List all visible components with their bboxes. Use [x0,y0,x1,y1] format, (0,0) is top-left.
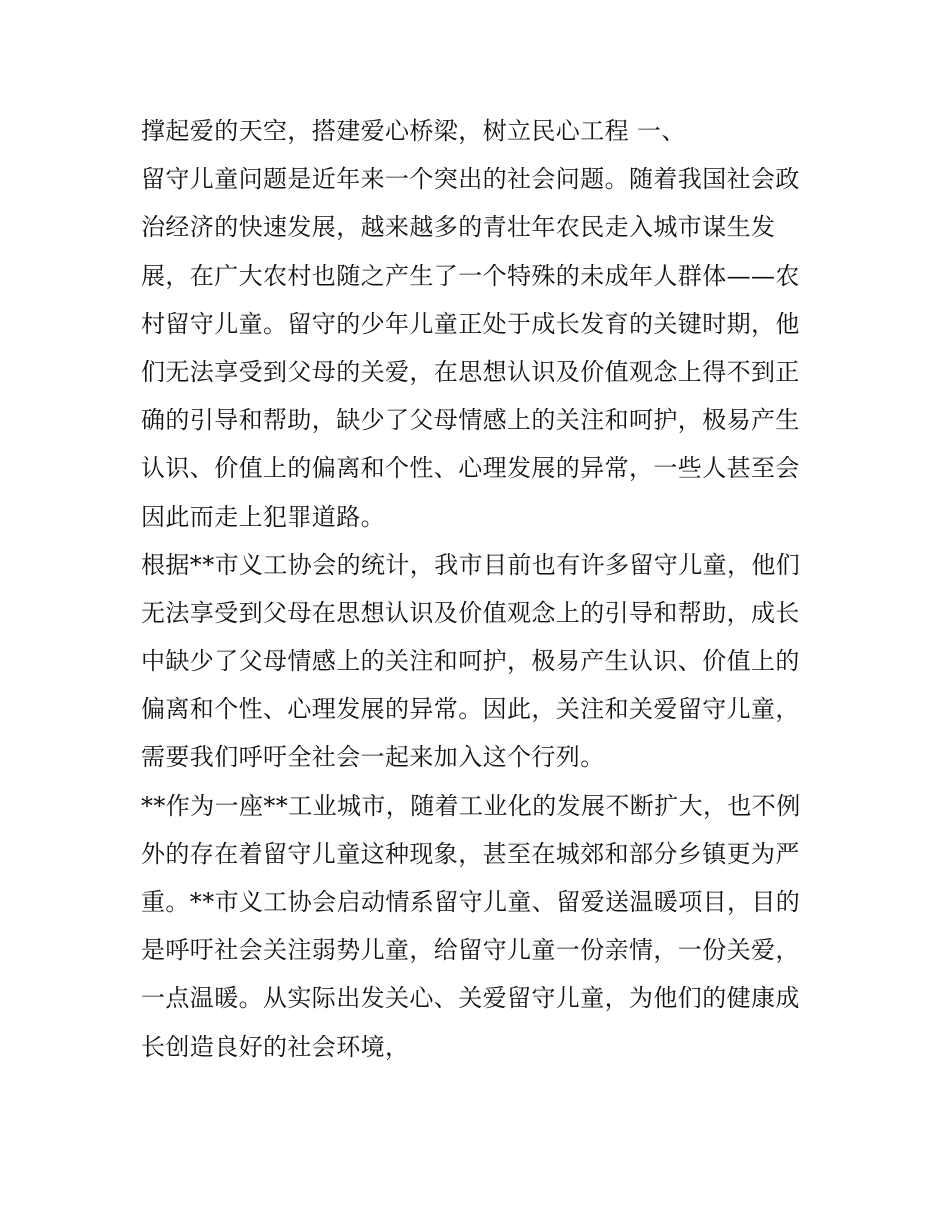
document-body [141,107,813,1071]
text-line: 确的引导和帮助，缺少了父母情感上的关注和呵护，极易产生 [141,406,800,435]
text-line: 撑起爱的天空，搭建爱心桥梁，树立民心工程 一、 [141,117,686,145]
text-line: 无法享受到父母在思想认识及价值观念上的引导和帮助，成长 [141,598,800,627]
text-line: 们无法享受到父母的关爱，在思想认识及价值观念上得不到正 [141,357,800,386]
text-line: 偏离和个性、心理发展的异常。因此，关注和关爱留守儿童， [141,695,800,724]
text-line: 留守儿童问题是近年来一个突出的社会问题。随着我国社会政 [141,165,800,194]
text-line: 治经济的快速发展，越来越多的青壮年农民走入城市谋生发 [141,213,776,242]
text-line: 根据**市义工协会的统计，我市目前也有许多留守儿童，他们 [141,550,801,579]
text-line: 展，在广大农村也随之产生了一个特殊的未成年人群体——农 [141,261,800,290]
text-line: 认识、价值上的偏离和个性、心理发展的异常，一些人甚至会 [141,454,800,483]
text-line: 是呼吁社会关注弱势儿童，给留守儿童一份亲情，一份关爱， [141,936,800,965]
text-line: 村留守儿童。留守的少年儿童正处于成长发育的关键时期，他 [141,309,800,338]
text-line: 长创造良好的社会环境， [141,1032,410,1061]
text-line: 中缺少了父母情感上的关注和呵护，极易产生认识、价值上的 [141,647,800,676]
text-line: 因此而走上犯罪道路。 [141,502,385,531]
text-line: 重。**市义工协会启动情系留守儿童、留爱送温暖项目，目的 [141,888,801,916]
text-line: 外的存在着留守儿童这种现象，甚至在城郊和部分乡镇更为严 [141,839,800,868]
text-line: **作为一座**工业城市，随着工业化的发展不断扩大，也不例 [141,791,801,820]
text-line: 一点温暖。从实际出发关心、关爱留守儿童，为他们的健康成 [141,984,800,1013]
text-line: 需要我们呼吁全社会一起来加入这个行列。 [141,743,605,772]
